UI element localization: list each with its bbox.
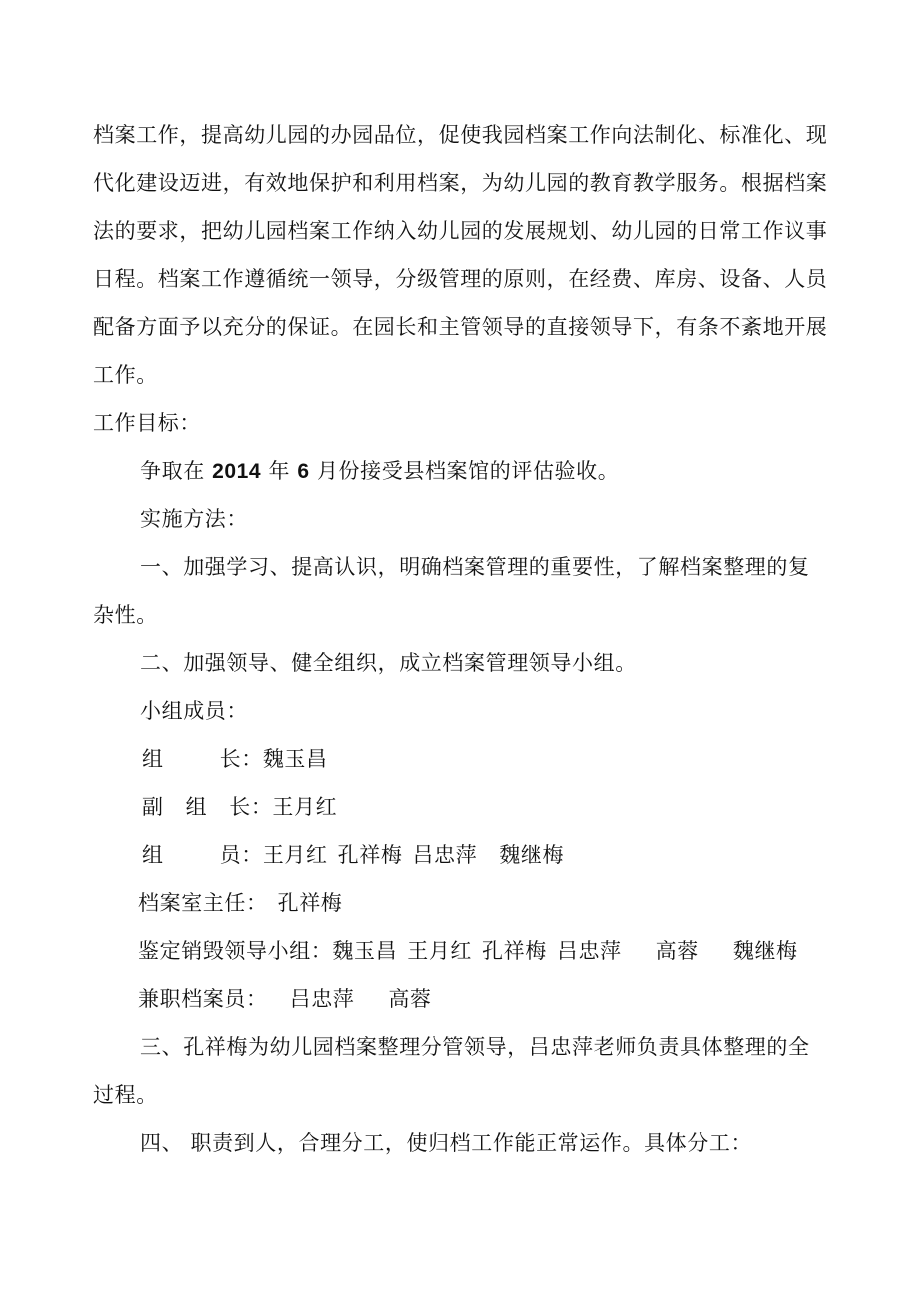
- item4-line: 四、 职责到人，合理分工，使归档工作能正常运作。具体分工：: [140, 1131, 753, 1155]
- member-name: 孔祥梅: [337, 843, 403, 867]
- appraisal-name: 魏继梅: [732, 939, 798, 963]
- goal-line: [140, 459, 619, 484]
- appraisal-name: 魏玉昌: [332, 939, 398, 963]
- paragraph-line: 代化建设迈进，有效地保护和利用档案，为幼儿园的教育教学服务。根据档案: [93, 171, 828, 195]
- director-label: 档案室主任：: [138, 891, 268, 915]
- paragraph-line: 配备方面予以充分的保证。在园长和主管领导的直接领导下，有条不紊地开展: [93, 315, 828, 339]
- members-label-a: 组: [142, 843, 164, 867]
- appraisal-name: 吕忠萍: [556, 939, 622, 963]
- parttime-name: 高蓉: [388, 987, 432, 1011]
- deputy-label-a: 副: [142, 795, 164, 819]
- member-name: 王月红: [262, 843, 328, 867]
- appraisal-name: 王月红: [407, 939, 473, 963]
- item1-line: 一、加强学习、提高认识，明确档案管理的重要性，了解档案整理的复: [140, 555, 810, 579]
- item1-line: 杂性。: [93, 603, 158, 627]
- parttime-name: 吕忠萍: [289, 987, 355, 1011]
- leader-label-a: 组: [142, 747, 164, 771]
- method-heading: 实施方法：: [140, 507, 248, 531]
- parttime-row: [138, 987, 432, 1011]
- deputy-name: 王月红: [272, 795, 338, 819]
- appraisal-name: 孔祥梅: [482, 939, 547, 963]
- paragraph-line: 档案工作，提高幼儿园的办园品位，促使我园档案工作向法制化、标准化、现: [93, 123, 828, 147]
- goal-year: 2014: [212, 460, 262, 483]
- parttime-label: 兼职档案员：: [138, 987, 268, 1011]
- members-label-b: 员：: [219, 843, 263, 867]
- leader-name: 魏玉昌: [262, 747, 328, 771]
- leader-row: [142, 747, 328, 771]
- paragraph-line: 法的要求，把幼儿园档案工作纳入幼儿园的发展规划、幼儿园的日常工作议事: [93, 219, 828, 243]
- member-name: 吕忠萍: [412, 843, 478, 867]
- leader-label-b: 长：: [219, 747, 263, 771]
- paragraph-line: 日程。档案工作遵循统一领导，分级管理的原则，在经费、库房、设备、人员: [93, 267, 828, 291]
- item3-line: 过程。: [93, 1083, 158, 1107]
- item3-line: 三、孔祥梅为幼儿园档案整理分管领导，吕忠萍老师负责具体整理的全: [140, 1035, 810, 1059]
- paragraph-line: 工作。: [93, 363, 158, 387]
- goal-suffix: 月份接受县档案馆的评估验收。: [316, 459, 620, 483]
- appraisal-name: 高蓉: [655, 939, 699, 963]
- goal-prefix: 争取在: [140, 459, 205, 483]
- goal-year-unit: 年: [268, 459, 291, 483]
- director-row: [138, 891, 342, 915]
- deputy-label-b: 组: [185, 795, 208, 819]
- appraisal-label: 鉴定销毁领导小组：: [138, 939, 333, 963]
- deputy-row: [142, 795, 337, 819]
- members-heading: 小组成员：: [140, 699, 248, 723]
- item2-line: 二、加强领导、健全组织，成立档案管理领导小组。: [140, 651, 637, 675]
- appraisal-row: [138, 939, 798, 963]
- members-row: [142, 843, 564, 867]
- goal-month: 6: [297, 460, 310, 483]
- deputy-label-c: 长：: [229, 795, 273, 819]
- director-name: 孔祥梅: [277, 891, 343, 915]
- member-name: 魏继梅: [499, 843, 565, 867]
- goal-heading: 工作目标：: [93, 411, 201, 435]
